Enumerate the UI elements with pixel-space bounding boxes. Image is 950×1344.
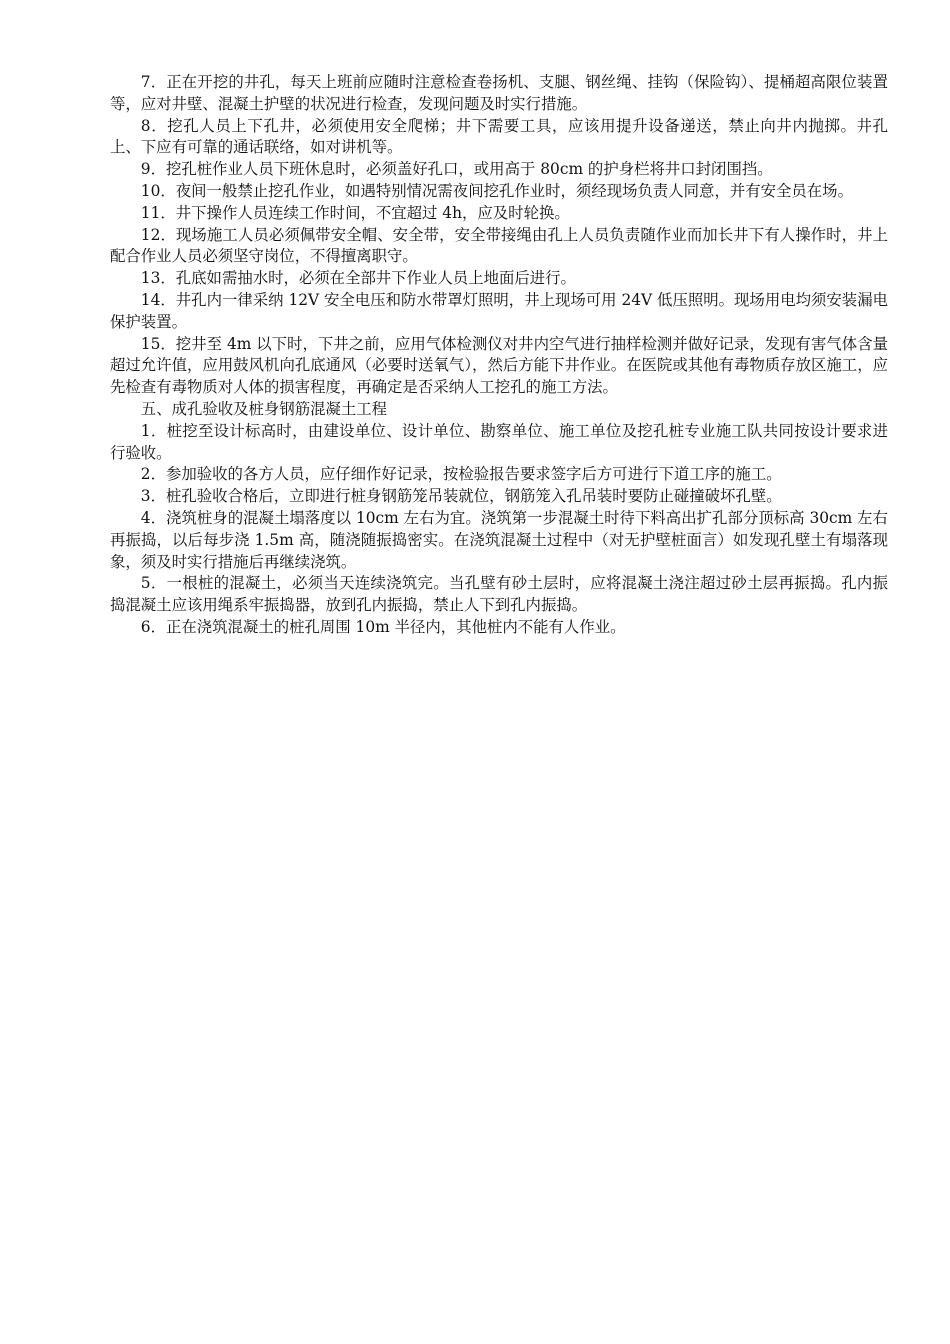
- paragraph-item-6: 6．正在浇筑混凝土的桩孔周围 10m 半径内，其他桩内不能有人作业。: [140, 617, 626, 636]
- paragraph-item-4: 4．浇筑桩身的混凝土塌落度以 10cm 左右为宜。浇筑第一步混凝土时待下料高出扩孔部分顶标高 30cm 左右再振捣，以后每步浇 1.5m 高，随浇随振捣密实。在浇筑混凝土过程中（对无护壁桩面言）如发现孔壁土有塌落现象，须及时实行措施后再继续浇筑。: [110, 508, 888, 571]
- paragraph-item-10: 10．夜间一般禁止挖孔作业，如遇特别情况需夜间挖孔作业时，须经现场负责人同意，并有安全员在场。: [140, 181, 853, 200]
- paragraph-item-13: 13．孔底如需抽水时，必须在全部井下作业人员上地面后进行。: [140, 269, 576, 288]
- paragraph-item-14: 14．井孔内一律采纳 12V 安全电压和防水带罩灯照明，井上现场可用 24V 低压照明。现场用电均须安装漏电保护装置。: [110, 290, 888, 331]
- paragraph-item-11: 11．井下操作人员连续工作时间，不宜超过 4h，应及时轮换。: [140, 203, 570, 222]
- paragraph-item-8: 8．挖孔人员上下孔井，必须使用安全爬梯；井下需要工具，应该用提升设备递送，禁止向井内抛掷。井孔上、下应有可靠的通话联络，如对讲机等。: [110, 116, 888, 157]
- document-page: [110, 72, 888, 639]
- paragraph-item-7: 7．正在开挖的井孔，每天上班前应随时注意检查卷扬机、支腿、钢丝绳、挂钩（保险钩）、提桶超高限位装置等，应对井壁、混凝土护壁的状况进行检查，发现问题及时实行措施。: [110, 73, 888, 113]
- section-heading: 五、成孔验收及桩身钢筋混凝土工程: [140, 399, 388, 418]
- paragraph-item-12: 12．现场施工人员必须佩带安全帽、安全带，安全带接绳由孔上人员负责随作业而加长井下有人操作时，井上配合作业人员必须坚守岗位，不得擅离职守。: [110, 225, 888, 266]
- paragraph-item-9: 9．挖孔桩作业人员下班休息时，必须盖好孔口，或用高于 80cm 的护身栏将井口封闭围挡。: [140, 160, 773, 179]
- paragraph-item-15: 15．挖井至 4m 以下时，下井之前，应用气体检测仪对井内空气进行抽样检测并做好记录，发现有害气体含量超过允许值，应用鼓风机向孔底通风（必要时送氧气），然后方能下井作业。在医院或其他有毒物质存放区施工，应先检查有毒物质对人体的损害程度，再确定是否采纳人工挖孔的施工方法。: [110, 334, 888, 397]
- paragraph-item-3: 3．桩孔验收合格后，立即进行桩身钢筋笼吊装就位，钢筋笼入孔吊装时要防止碰撞破坏孔壁。: [140, 487, 782, 506]
- paragraph-item-1: 1．桩挖至设计标高时，由建设单位、设计单位、勘察单位、施工单位及挖孔桩专业施工队共同按设计要求进行验收。: [110, 421, 888, 462]
- paragraph-item-2: 2．参加验收的各方人员，应仔细作好记录，按检验报告要求签字后方可进行下道工序的施工。: [140, 465, 782, 484]
- paragraph-item-5: 5．一根桩的混凝土，必须当天连续浇筑完。当孔壁有砂土层时，应将混凝土浇注超过砂土层再振捣。孔内振捣混凝土应该用绳系牢振捣器，放到孔内振捣，禁止人下到孔内振捣。: [110, 574, 888, 615]
